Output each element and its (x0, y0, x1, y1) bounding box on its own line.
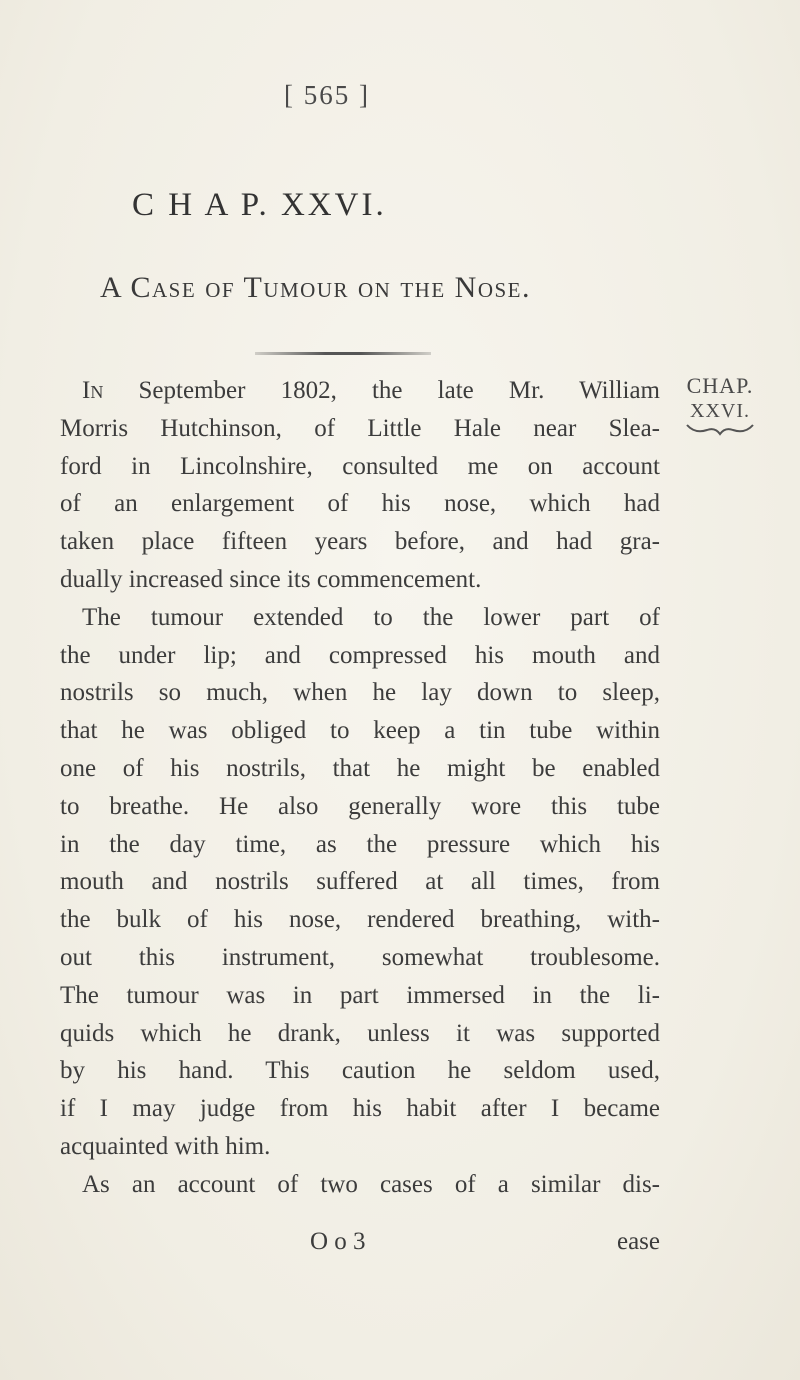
catchword: ease (616, 1228, 660, 1255)
text-line-9: nostrils so much, when he lay down to sleep, (60, 679, 660, 707)
text-line-1-rest: September 1802, the late Mr. William (103, 377, 660, 404)
section-rule (255, 352, 431, 355)
text-line-21: acquainted with him. (60, 1132, 271, 1160)
brace-icon (685, 422, 755, 436)
text-line-2: Morris Hutchinson, of Little Hale near Slea- (60, 414, 660, 442)
drop-word: In (82, 377, 104, 404)
text-line-11: one of his nostrils, that he might be enabled (60, 754, 660, 782)
text-line-7: The tumour extended to the lower part of (82, 603, 660, 631)
text-line-15: the bulk of his nose, rendered breathing, with- (60, 906, 660, 934)
text-line-16: out this instrument, somewhat troublesome. (60, 943, 660, 971)
text-line-20: if I may judge from his habit after I became (60, 1095, 660, 1123)
margin-note-number: XXVI. (690, 400, 750, 422)
text-line-22: As an account of two cases of a similar dis- (82, 1170, 660, 1198)
chapter-title: A Case of Tumour on the Nose. (100, 271, 531, 304)
text-line-19: by his hand. This caution he seldom used, (60, 1057, 660, 1085)
text-line-3: ford in Lincolnshire, consulted me on account (60, 452, 660, 480)
text-line-8: the under lip; and compressed his mouth and (60, 641, 660, 669)
page-number: [ 565 ] (284, 80, 370, 110)
text-line-1 (60, 372, 660, 410)
margin-note-chap: CHAP. (686, 373, 754, 398)
text-line-14: mouth and nostrils suffered at all times, from (60, 868, 660, 896)
text-line-18: quids which he drank, unless it was supported (60, 1019, 660, 1047)
chapter-heading: C H A P. XXVI. (132, 187, 387, 223)
signature-mark: O o 3 (310, 1228, 366, 1255)
text-line-13: in the day time, as the pressure which his (60, 830, 660, 858)
text-line-6: dually increased since its commencement. (60, 565, 482, 593)
text-line-4: of an enlargement of his nose, which had (60, 490, 660, 518)
text-line-10: that he was obliged to keep a tin tube within (60, 717, 660, 745)
margin-note (680, 372, 760, 436)
body-text (60, 372, 660, 1204)
text-line-17: The tumour was in part immersed in the li- (60, 981, 660, 1009)
text-line-5: taken place fifteen years before, and had gra- (60, 528, 660, 556)
text-line-12: to breathe. He also generally wore this tube (60, 792, 660, 820)
